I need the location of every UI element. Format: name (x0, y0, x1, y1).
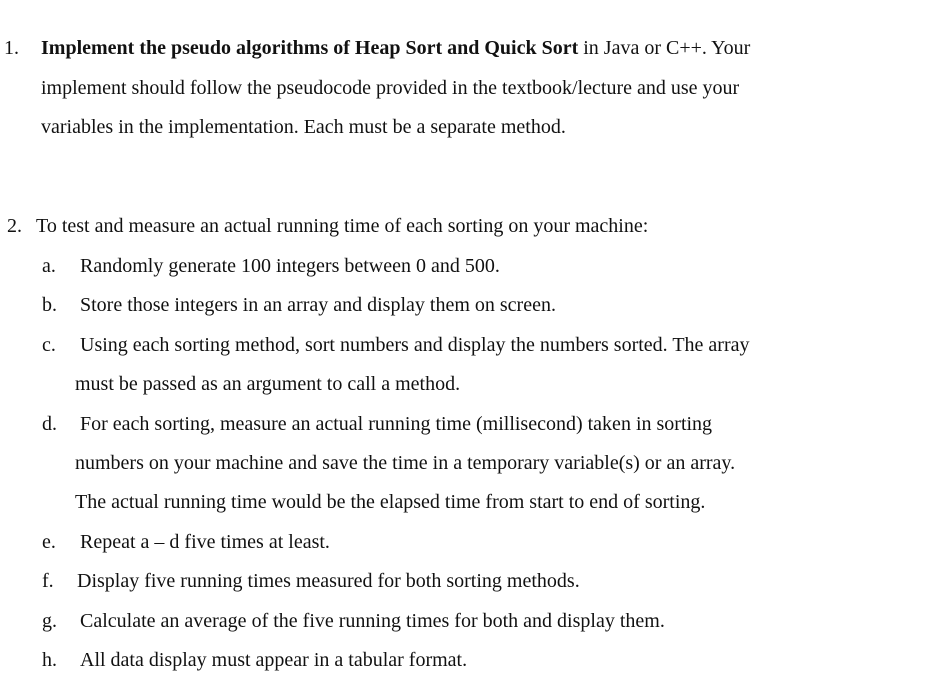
subitem-d-line-3: The actual running time would be the elapsed time from start to end of sorting. (75, 491, 706, 513)
subitem-a-letter: a. (42, 255, 56, 277)
subitem-c-line-1: Using each sorting method, sort numbers and display the numbers sorted. The array (80, 334, 750, 356)
item-2-number: 2. (7, 215, 22, 237)
subitem-c-letter: c. (42, 334, 56, 356)
subitem-h-letter: h. (42, 649, 57, 671)
subitem-d-line-2: numbers on your machine and save the time in a temporary variable(s) or an array. (75, 452, 736, 474)
subitem-d-letter: d. (42, 413, 57, 435)
subitem-f-letter: f. (42, 570, 54, 592)
item-1-line-1-rest: in Java or C++. Your (578, 37, 751, 59)
item-1-line-3: variables in the implementation. Each must be a separate method. (41, 116, 566, 138)
item-2-text: To test and measure an actual running time of each sorting on your machine: (36, 215, 649, 237)
subitem-h-line-1: All data display must appear in a tabular format. (80, 649, 468, 671)
subitem-e-line-1: Repeat a – d five times at least. (80, 531, 330, 553)
subitem-b-line-1: Store those integers in an array and display them on screen. (80, 294, 556, 316)
item-1-bold-text: Implement the pseudo algorithms of Heap Sort and Quick Sort (41, 37, 579, 59)
subitem-a-line-1: Randomly generate 100 integers between 0 and 500. (80, 255, 500, 277)
item-1-line-1 (41, 36, 750, 60)
subitem-g-letter: g. (42, 610, 57, 632)
item-1-line-2: implement should follow the pseudocode provided in the textbook/lecture and use your (41, 77, 740, 99)
subitem-d-line-1: For each sorting, measure an actual running time (millisecond) taken in sorting (80, 413, 713, 435)
subitem-g-line-1: Calculate an average of the five running times for both and display them. (80, 610, 665, 632)
subitem-e-letter: e. (42, 531, 56, 553)
subitem-c-line-2: must be passed as an argument to call a method. (75, 373, 461, 395)
subitem-f-line-1: Display five running times measured for both sorting methods. (77, 570, 580, 592)
item-1-number: 1. (4, 37, 19, 59)
subitem-b-letter: b. (42, 294, 57, 316)
